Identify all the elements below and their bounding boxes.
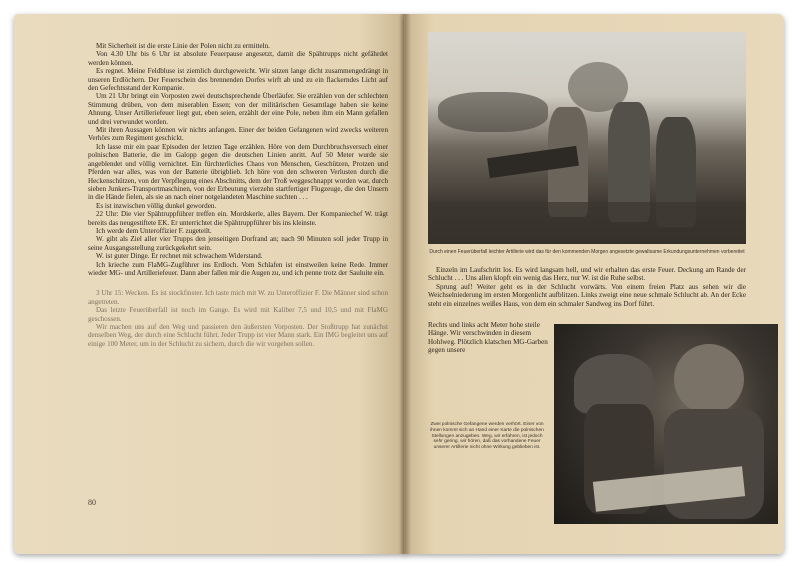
photo-caption-bottom: Zwei polnische Gefangene werden verhört. Einer von ihnen kommt sich an Hand einer Karte die polnischen Stellungen anzugeben. Weg, wir erfahren, ist jedoch sehr gering, wir hören, daß das vorhandene Feuer unserer Artillerie nicht ohne Wirkung geblieben ist. <box>430 422 544 451</box>
right-page-narrow-text: Rechts und links acht Meter hohe steile Hänge. Wir verschwinden in diesem Hohlweg. Plötzlich klatschen MG-Garben gegen unsere <box>428 321 548 355</box>
paragraph: Es ist inzwischen völlig dunkel geworden. <box>96 201 217 210</box>
paragraph: Ich lasse mir ein paar Episoden der letzten Tage erzählen. Höre von dem Durchbruchsversuch einer polnischen Batterie, die im Galopp gegen die deutschen Linien anritt. Auf 50 Meter wurde sie angeblendet und völlig vernichtet. Ein fürchterliches Chaos von Menschen, Geschützen, Protzen und Pferden war alles, was von der Batterie übrigblieb. Ich höre von den schweren Verlusten durch die Heckenschützen, von der Verpflegung eines Abschnitts, dem der Troß weggeschnappt worden war, durch sieben Junkers-Transportmaschinen, von der Erbeutung vierzehn startfertiger Flugzeuge, die den Unsern in die Hände fielen, als sie an nach einer notgelandeten Maschine suchten . . . <box>88 142 388 202</box>
paragraph: W. gibt als Ziel aller vier Trupps den jenseitigen Dorfrand an; nach 90 Minuten soll jeder Trupp in seine Ausgangsstellung zurückgekehrt sein. <box>88 235 388 252</box>
paragraph: Mit Sicherheit ist die erste Linie der Polen nicht zu ermitteln. <box>96 42 270 50</box>
left-page-text <box>88 42 388 348</box>
open-book <box>14 14 784 566</box>
left-page <box>14 14 406 554</box>
artillery-photo <box>428 32 746 244</box>
paragraph: Sprung auf! Weiter geht es in der Schlucht vorwärts. Von einem freien Platz aus sehen wir die Weichselniederung im ersten Morgenlicht aufblitzen. Links zweigt eine neue schmale Schlucht ab. An der Ecke steht ein einzelnes weißes Haus, von dem ein schmaler Sandweg ins Dorf führt. <box>428 282 746 308</box>
book-gutter <box>399 14 411 554</box>
right-page <box>404 14 784 554</box>
paragraph: 22 Uhr: Die vier Spähtruppführer treffen ein. Mordskerle, alles Bayern. Der Kompaniechef W. trägt bereits das neugestiftete EK. Er unterrichtet die Spähtruppführer bis ins kleinste. <box>88 210 388 227</box>
paragraph: W. ist guter Dinge. Er rechnet mit schwachem Widerstand. <box>96 252 263 261</box>
faded-paragraph: Das letzte Feuerüberfall ist noch im Gange. Es wird mit Kaliber 7,5 und 10,5 und mit FlaMG geschossen. <box>88 306 388 323</box>
faded-paragraph: Wir machen uns auf den Weg und passieren den äußersten Vorposten. Der Stoßtrupp hat zunächst denselben Weg, der durch eine Schlucht führt. Jeder Trupp ist vier Mann stark. Ein IMG begleitet uns auf einige 100 Meter, um in der Schlucht zu sichern, durch die wir vorgehen sollen. <box>88 323 388 348</box>
interrogation-photo <box>554 324 778 524</box>
photo-caption-top: Durch einen Feuerüberfall leichter Artillerie wird das für den kommenden Morgen angesetzte gewaltsame Erkundungsunternehmen vorbereitet <box>429 249 745 255</box>
paragraph: Von 4.30 Uhr bis 6 Uhr ist absolute Feuerpause angesetzt, damit die Spähtrupps nicht gefährdet werden können. <box>88 50 388 67</box>
page-number: 80 <box>88 498 96 507</box>
paragraph: Um 21 Uhr bringt ein Vorposten zwei deutschsprechende Überläufer. Sie erzählen von der schlechten Stimmung drüben, von dem miserablen Essen; von der militärischen Gesamtlage haben sie keine Ahnung. Unser Artilleriefeuer liegt gut, eben seien, erzählt der eine Pole, neben ihm ein Mann gefallen und drei verwundet worden. <box>88 92 388 126</box>
paragraph: Ich kriechе zum FlaMG-Zugführer ins Erdloch. Vom Schlafen ist einstweilen keine Rede. Immer wieder MG- und Artilleriefeuer. Dann aber fallen mir die Augen zu, und ich penne trotz der Sauluite ein. <box>88 260 388 277</box>
faded-paragraph: 3 Uhr 15: Wecken. Es ist stockfinster. Ich taste mich mit W. zu Unteroffizier F. Die Männer sind schon angetreten. <box>88 289 388 306</box>
paragraph: Mit ihren Aussagen können wir nichts anfangen. Einer der beiden Gefangenen wird zwecks weiteren Verhörs zum Regiment geschickt. <box>88 126 388 143</box>
paragraph: Ich werde dem Unteroffizier F. zugeteilt. <box>96 226 212 235</box>
right-page-text <box>428 266 746 308</box>
paragraph: Einzeln im Laufschritt los. Es wird langsam hell, und wir erhalten das erste Feuer. Deckung am Rande der Schlucht . . . Uns allen klopft ein wenig das Herz, nur W. ist die Ruhe selbst. <box>428 266 746 283</box>
paragraph: Es regnet. Meine Feldbluse ist ziemlich durchgeweicht. Wir sitzen lange dicht zusammengedrängt in unseren Erdlöchern. Der Feuerschein des brennenden Dorfes wirft ab und zu ein flackerndes Licht auf den Gefechtsstand der Kompanie. <box>88 67 388 93</box>
